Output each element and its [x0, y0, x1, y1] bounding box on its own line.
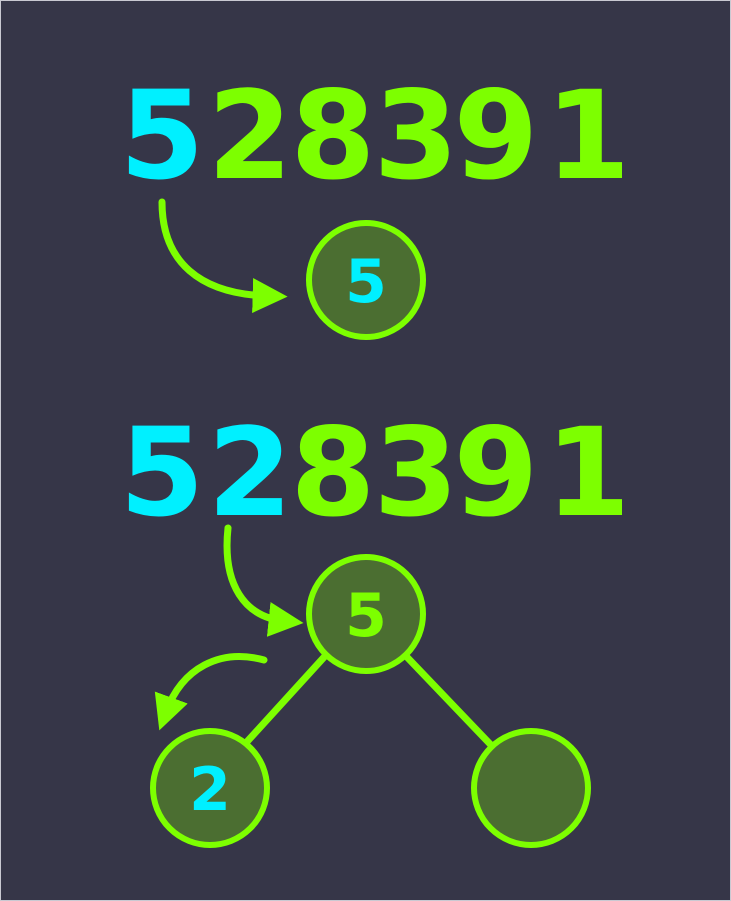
step1-root-label: 5	[345, 247, 387, 317]
step2-digit-5: 1	[545, 402, 631, 544]
step1-digit-2: 8	[290, 65, 376, 207]
step1-root-node	[309, 223, 423, 337]
left-child-node	[153, 731, 267, 845]
step2-digit-0: 5	[119, 402, 205, 544]
left-child-label: 2	[189, 755, 231, 825]
step2-digit-4: 9	[453, 402, 539, 544]
step1-digit-0: 5	[119, 65, 205, 207]
step1-digit-sequence	[120, 65, 631, 207]
step2-digit-2: 8	[290, 402, 376, 544]
step2-digit-sequence	[120, 402, 631, 544]
step1-digit-1: 2	[207, 65, 293, 207]
step1-digit-5: 1	[545, 65, 631, 207]
step2-root-node	[309, 557, 423, 671]
step2-digit-3: 3	[373, 402, 459, 544]
step2-root-label: 5	[345, 581, 387, 651]
step2-digit-1: 2	[207, 402, 293, 544]
step1-digit-4: 9	[453, 65, 539, 207]
step1-digit-3: 3	[373, 65, 459, 207]
right-child-circle	[474, 731, 588, 845]
right-child-node	[474, 731, 588, 845]
